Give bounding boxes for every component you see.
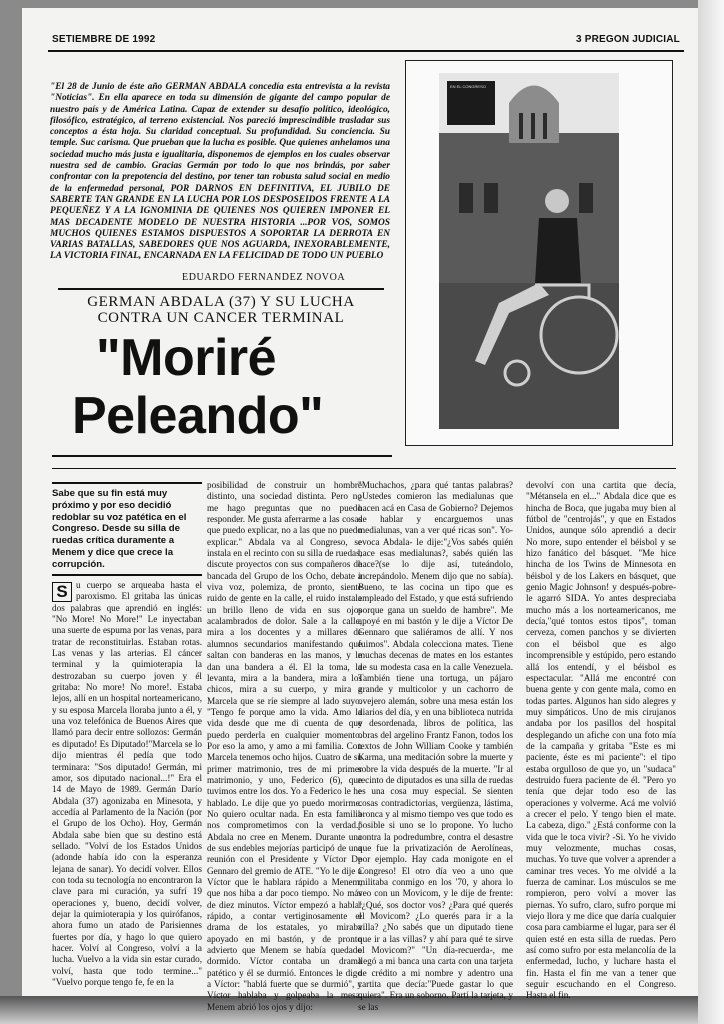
article-column-3-text: "Muchachos, ¿para qué tantas palabras? ¿Ustedes comieron las medialunas que hacen acá en Casa de Gobierno? Dejemos de hablar y encarguemos unas medialunas, van a ver qué ricas son". Yo-evoca Abdala- le dije:"¿Vos sabés quién hace esas medialunas?, sabés quién las hace?(se lo dije así, tuteándolo, increpándolo. Menem dijo que no sabía). Bueno, te las cocina un tipo que es empleado del Estado, y que está sufriendo porque gana un sueldo de hambre". Me apoyé en mi bastón y le dije a Víctor De Gennaro que saliéramos de allí. Y nos fuimos". Abdala colecciona mates. Tiene muchas decenas de mates en los estantes de su modesta casa en la calle Venezuela. También tiene una tortuga, un pájaro grande y multicolor y un cachorro de ovejero alemán, sobre una mesa están los diarios del día, y en una biblioteca nutrida y desordenada, libros de política, las obras del argelino Frantz Fanon, todos los textos de John William Cooke y también Karma, una meditación sobre la muerte y sobre la vida después de la muerte. "Ir al recinto de diputados es una silla de ruedas es una cosa muy especial. Se sienten cosas contradictorias, vergüenza, lástima, bronca y al mismo tiempo ves que todo es posible si uno se lo propone. Yo lucho contra la podredumbre, contra el desastre que fue la privatización de Aerolíneas, por ejemplo. Hay cada monigote en el Congreso! El otro día veo a uno que militaba conmigo en los '70, y ahora lo veo con un Movicom, y le dije de frente: "¿Qué, sos doctor vos? ¿Para qué querés el Movicom? ¿Lo querés para ir a la villa? ¿No sabés que un diputado tiene que ir a las villas? y ahí para qué te sirve el Movicom?" "Un día-recuerda-, me llegó a mi banca una carta con una tarjeta de crédito a mi nombre y adentro una cartita que decía:"Puede gastar lo que quiera". Era un soborno. Partí la tarjeta, y se las bbox=[358, 480, 513, 1012]
intro-paragraph: "El 28 de Junio de éste año GERMAN ABDALA concedía esta entrevista a la revista "Noticias". En ella aparece en toda su dimensión de gigante del campo popular de nuestro país y de América Latina. Capaz de extender su desafío político, ideológico, filosófico, estratégico, al terreno existencial. Nos pareció imprescindible trasladar sus conceptos a ésta hoja. Su claridad conceptual. Su profundidad. Su conciencia. Su temple. Suc carisma. Que prueban que la lucha es posible. Que quienes anhelamos una sociedad mucho más justa e igualitaria, disponemos de ejemplos en los cuales observar nuestra sed de cambio. Gracias Germán por todo lo que nos brindás, por saber confrontar con la prepotencia del destino, por tener tan robusta salud social en medio de la enfermedad personal, POR DARNOS EN DEFINITIVA, EL JUBILO DE SABERTE TAN GRANDE EN LA LUCHA POR LOS DESPOSEIDOS FRENTE A LA PEQUEÑEZ Y A LA IGNOMINIA DE QUIENES NOS QUIEREN IMPONER EL MAS DECADENTE MODELO DE NUESTRA HISTORIA ...POR VOS, SOMOS MUCHOS QUIENES ESTAMOS DISPUESTOS A SOPORTAR LA DERROTA EN VARIAS BATALLAS, SABEDORES QUE NOS AGUARDA, INEXORABLEMENTE, LA VICTORIA FINAL, ENCARNADA EN LA FELICIDAD DE TODO UN PUEBLO bbox=[50, 82, 390, 262]
kicker-line-2: CONTRA UN CANCER TERMINAL bbox=[97, 310, 345, 326]
article-column-2 bbox=[207, 480, 362, 1013]
headline-bottom-rule bbox=[52, 455, 392, 457]
byline: EDUARDO FERNANDEZ NOVOA bbox=[182, 272, 346, 283]
kicker bbox=[56, 294, 386, 326]
headline-line-1: "Moriré bbox=[96, 329, 277, 387]
header-page-publication: 3 PREGON JUDICIAL bbox=[576, 34, 680, 45]
photo-man-in-wheelchair bbox=[439, 73, 619, 429]
kicker-line-1: GERMAN ABDALA (37) Y SU LUCHA bbox=[87, 294, 355, 310]
article-column-1 bbox=[52, 580, 202, 988]
photo-frame bbox=[405, 60, 673, 446]
article-column-4 bbox=[526, 480, 676, 1002]
photo-inset-caption: EN EL CONGRESO bbox=[450, 84, 486, 89]
kicker-top-rule bbox=[58, 288, 384, 290]
article-column-4-text: devolví con una cartita que decía, "Métansela en el..." Abdala dice que es hincha de Boca, que jugaba muy bien al fútbol de "centrojás", y que en Estados Unidos, aunque sólo aprendió a decir No more, supo entender el béisbol y se hizo fanático del básquet. "Me hice hincha de los Twins de Minnesota en béisbol y de los Lakers en básquet, que genio Magic Johnson! y después-pobre- le agarró SIDA. Yo antes despreciaba mucho más a los norteamericanos, me decía,"qué tontos estos tipos", toman cerveza, comen panchos y se divierten con el béisbol que es algo incomprensible y estúpido, pero estando allá los entendí, y el béisbol es espectacular. "Allá me encontré con buena gente y con gente mala, como en todas partes. Algunos han sido alegres y muy simpáticos. Uno de mis cirujanos andaba por los pasillos del hospital desplegando un afiche con una foto mía de la campaña y gritaba "Este es mi paciente, éste es mi paciente": el tipo estaba orgulloso de que yo, un "sudaca" destruido fuera paciente de él. "Pero yo tenía que dejar todo eso de las operaciones y volverme. Acá me volvió a crecer el pelo. Y tengo bien el mate. La cabeza, digo." ¿Está conforme con la vida que le toca vivir? -Si. Yo he vivido muy velozmente, muchas cosas, muchas. Yo tuve que volver a aprender a caminar tres veces. Yo me olvidé a la fuerza de caminar. Los músculos se me rompieron, pero volví a mover las piernas. Yo sufro, claro, sufro porque mi viejo llora y me dice que daría cualquier cosa para cambiarme el lugar, para ser él quien esté en esta silla de ruedas. Pero así como sufro por esta melancolía de la enfermedad, lucho, y luchare hasta el fin. Hasta el fin me van a tener que seguir escuchando en el Congreso. Hasta el fin. bbox=[526, 480, 676, 1001]
article-column-3 bbox=[358, 480, 513, 1013]
section-rule bbox=[52, 468, 676, 469]
header-rule bbox=[48, 50, 684, 52]
article-column-2-text: posibilidad de construir un hombre distinto, una sociedad distinta. Pero no me hago preguntas que no puedo responder. Me gusta aferrarme a las cosas que puedo explicar, no a las que no puedo explicar." Abdala va al Congreso, se instala en el recinto con su silla de ruedas, discute proyectos con sus compañeros de bancada del Grupo de los Ocho, debate a viva voz, polemiza, de pronto, siente ruido de gente en la calle, el ruido instala un brillo lleno de vida en sus ojos acalambrados de dolor. Sale a la calle, mira a los docentes y a millares de alumnos secundarios manifestando que saltan con banderas en las manos, y le dan una bandera a él. El la toma, la levanta, mira a la bandera, mira a los chicos, mira a su cuerpo, y mira a Marcela que se ríe siempre al lado suyo. "Tengo fe porque amo la vida. Amo la vida desde que me di cuenta de que puedo perderla en cualquier momento. Por eso la amo, y amo a mi familia. Con Marcela tenemos ocho hijos. Cuatro de su primer matrimonio, tres de mi primer matrimonio, y uno, Federico (6), que tuvimos entre los dos. Yo a Federico le he hablado. Le dije que yo puedo morirme. No quiero ocultar nada. En esta familia nos comprometimos con la verdad." Abdala no cree en Menem. Durante una de sus endebles mejorías participó de una reunión con el Presidente y Víctor De Gennaro del gremio de ATE. "Yo le dije a Víctor que le hablara rápido a Menem, que nos hiba a dar poco tiempo. No más de diez minutos. Víctor empezó a hablar rápido, a contar vertiginosamente el drama de los estatales, yo miraba apoyado en mi bastón, y de pronto advierto que Menem se había quedado dormido. Víctor contaba un drama patético y él se durmió. Entonces le digo a Víctor: "hablá fuerte que se durmió", y Víctor hablaba y golpeaba la mesa. Menem abrió los ojos y dijo: bbox=[207, 480, 362, 1012]
subhead-bottom-rule bbox=[52, 574, 202, 576]
newspaper-page bbox=[22, 8, 698, 1012]
photo-illustration bbox=[439, 73, 619, 429]
subhead-top-rule bbox=[52, 482, 202, 484]
header-date: SETIEMBRE DE 1992 bbox=[52, 34, 156, 45]
article-column-1-text: u cuerpo se arqueaba hasta el paroxismo. El gritaba las únicas dos palabras que aprendió en inglés: "No More! No More!" Le inyectaban una suerte de espuma por las venas, para tratar de reconstituirlas. Estaban rotas. Las venas y las arterias. El cáncer terminal y la quimioterapia la destrozaban su cuerpo joven y él gritaba: No more! No more!. Estaba lejos, allí en un hospital norteamericano, y su esposa Marcela lloraba junto a él, y una voz telefónica de Buenos Aires que llamó para decir entre sollozos: Germán es diputado! Es Diputado!"Marcela se lo dijo mientras él pedía que todo terminara: "Sos diputado! Germán, mi amor, sos diputado nacional...!" Era el 14 de Mayo de 1989. Germán Darío Abdala (37) agonizaba en Minesota, y accedía al Parlamento de la Nación (por el Grupo de los Ocho). Hoy, Germán Abdala sabe bien que su destino está sellado. "Volví de los Estados Unidos (adonde había ido con la esperanza lejana de sanar). Yo decidí volver. Ellos con toda su tecnología no encontraron la clave para mi curación, ya sufrí 19 operaciones y, bueno, decidí volver, dejar la quimioterapia y los quirófanos, ahora fumo un atado de Parisiennes fuertes por día, y hago lo que quiero hacer. Volví al Congreso, volví a la lucha. Vuelvo a la vida sin estar curado, volví, hasta que todo termine..." "Vuelvo porque tengo fe, fe en la bbox=[52, 580, 202, 988]
subhead: Sabe que su fin está muy próximo y por eso decidió redoblar su voz patética en el Congreso. Desde su silla de ruedas crítica duramente a Menem y dice que crece la corrupción. bbox=[52, 488, 187, 570]
drop-cap: S bbox=[52, 582, 72, 602]
page-right-strip bbox=[698, 0, 724, 1024]
headline-line-2: Peleando" bbox=[72, 387, 324, 445]
